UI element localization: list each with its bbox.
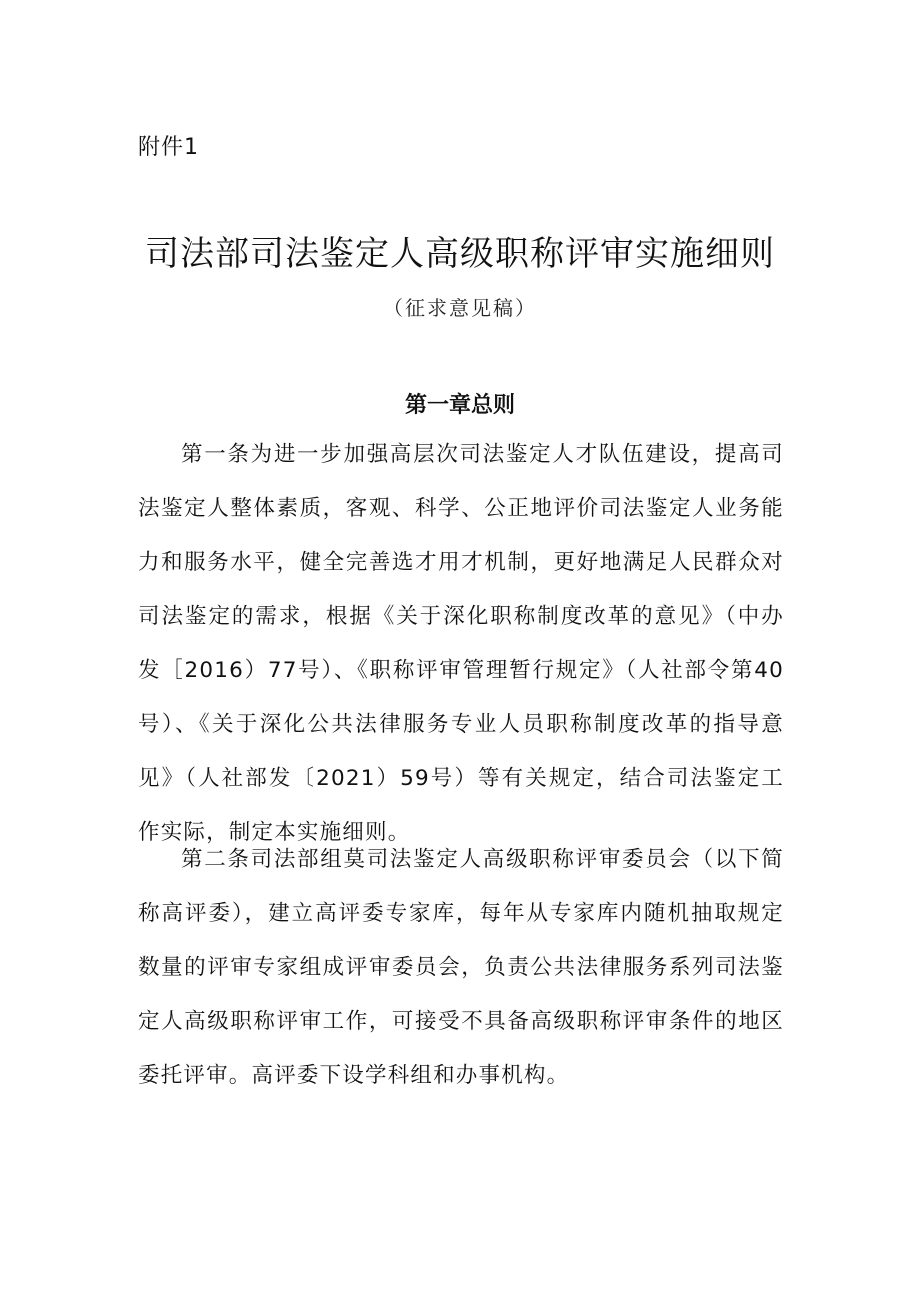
article-1: 第一条为进一步加强高层次司法鉴定人才队伍建设，提高司法鉴定人整体素质，客观、科学、公正地评价司法鉴定人业务能力和服务水平，健全完善选才用才机制，更好地满足人民群众对司法鉴定的需求，根据《关于深化职称制度改革的意见》（中办发［2016）77号）、《职称评审管理暂行规定》（人社部令第40号）、《关于深化公共法律服务专业人员职称制度改革的指导意见》（人社部发〔2021）59号）等有关规定，结合司法鉴定工作实际，制定本实施细则。 [138, 442, 784, 845]
document-title: 司法部司法鉴定人高级职称评审实施细则 [145, 234, 775, 274]
article-2: 第二条司法部组莫司法鉴定人高级职称评审委员会（以下简称高评委），建立高评委专家库，每年从专家库内随机抽取规定数量的评审专家组成评审委员会，负责公共法律服务系列司法鉴定人高级职称评审工作，可接受不具备高级职称评审条件的地区委托评审。高评委下设学科组和办事机构。 [138, 847, 784, 1088]
document-subtitle: （征求意见稿） [383, 296, 537, 320]
attachment-label: 附件1 [138, 135, 199, 160]
chapter-heading: 第一章总则 [404, 393, 515, 418]
